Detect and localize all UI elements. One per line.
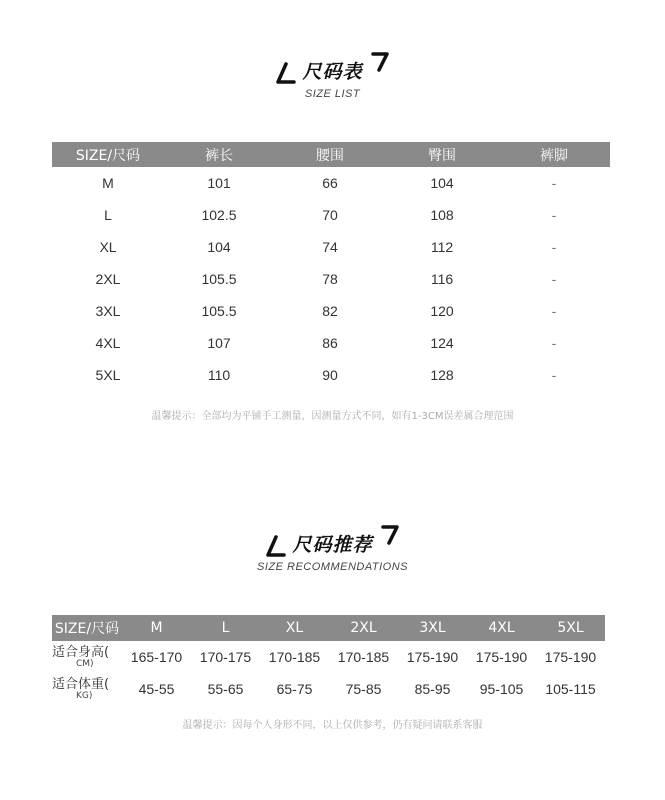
table-cell: 3XL bbox=[95, 303, 121, 319]
column-header: 4XL bbox=[467, 615, 536, 641]
row-label-unit: KG) bbox=[76, 690, 93, 701]
size-recommendations-title: 尺码推荐 bbox=[292, 534, 373, 556]
table-cell: 116 bbox=[430, 271, 454, 287]
table-cell: - bbox=[551, 207, 557, 223]
table-cell: 170-185 bbox=[337, 649, 390, 665]
table-cell: 107 bbox=[207, 335, 231, 351]
column-header: 裤长 bbox=[164, 142, 274, 167]
table-cell: 2XL bbox=[95, 271, 121, 287]
table-cell: - bbox=[551, 367, 557, 383]
table-cell: 108 bbox=[430, 207, 454, 223]
table-cell: 170-175 bbox=[199, 649, 252, 665]
table-cell: 75-85 bbox=[345, 681, 382, 697]
table-cell: 82 bbox=[322, 303, 338, 319]
table-cell: - bbox=[551, 175, 557, 191]
right-bracket-icon bbox=[379, 523, 401, 549]
table-cell: 104 bbox=[430, 175, 454, 191]
size-list-title-block bbox=[0, 46, 665, 100]
column-header: 2XL bbox=[329, 615, 398, 641]
size-recommendations-subtitle: SIZE RECOMMENDATIONS bbox=[257, 561, 408, 573]
size-recommendations-title-block bbox=[0, 519, 665, 573]
row-label-unit: CM) bbox=[76, 658, 94, 669]
left-bracket-icon bbox=[274, 60, 296, 86]
size-list-subtitle: SIZE LIST bbox=[304, 88, 361, 100]
column-header: 腰围 bbox=[274, 142, 386, 167]
table-cell: 165-170 bbox=[130, 649, 183, 665]
table-cell: 105-115 bbox=[545, 681, 596, 697]
right-bracket-icon bbox=[369, 50, 391, 76]
table-row bbox=[52, 167, 610, 199]
table-cell: XL bbox=[99, 239, 117, 255]
table-cell: M bbox=[102, 175, 114, 191]
table-cell: 74 bbox=[322, 239, 338, 255]
size-list-title: 尺码表 bbox=[302, 61, 363, 83]
table-cell: 65-75 bbox=[276, 681, 313, 697]
column-header: 臀围 bbox=[386, 142, 498, 167]
left-bracket-icon bbox=[264, 533, 286, 559]
table-cell: 175-190 bbox=[544, 649, 597, 665]
table-cell: L bbox=[104, 207, 112, 223]
column-header: 3XL bbox=[398, 615, 467, 641]
table-row-weight bbox=[52, 673, 605, 705]
column-header: SIZE/尺码 bbox=[52, 615, 122, 641]
table-header-row bbox=[52, 142, 610, 167]
column-header: 5XL bbox=[536, 615, 605, 641]
table-cell: 175-190 bbox=[475, 649, 528, 665]
table-row bbox=[52, 199, 610, 231]
row-label-height bbox=[52, 641, 122, 673]
table-row bbox=[52, 327, 610, 359]
size-list-table bbox=[52, 142, 610, 391]
table-cell: 4XL bbox=[95, 335, 121, 351]
table-cell: - bbox=[551, 335, 557, 351]
size-recommendations-table bbox=[52, 615, 605, 705]
table-row bbox=[52, 359, 610, 391]
table-cell: 170-185 bbox=[268, 649, 321, 665]
table-row bbox=[52, 263, 610, 295]
table-cell: - bbox=[551, 239, 557, 255]
table-cell: 78 bbox=[322, 271, 338, 287]
table-cell: 105.5 bbox=[201, 303, 237, 319]
table-cell: 45-55 bbox=[138, 681, 175, 697]
table-cell: 175-190 bbox=[406, 649, 459, 665]
table-cell: 86 bbox=[322, 335, 338, 351]
table-cell: 95-105 bbox=[479, 681, 524, 697]
table-row-height bbox=[52, 641, 605, 673]
column-header: M bbox=[122, 615, 191, 641]
table-cell: 120 bbox=[430, 303, 454, 319]
column-header: XL bbox=[260, 615, 329, 641]
size-list-note: 温馨提示：全部均为平铺手工测量，因测量方式不同，如有1-3CM误差属合理范围 bbox=[151, 411, 514, 422]
table-header-row bbox=[52, 615, 605, 641]
column-header: 裤脚 bbox=[498, 142, 610, 167]
table-cell: 110 bbox=[207, 367, 231, 383]
table-row bbox=[52, 295, 610, 327]
table-cell: 105.5 bbox=[201, 271, 237, 287]
table-row bbox=[52, 231, 610, 263]
table-cell: 5XL bbox=[95, 367, 121, 383]
column-header: L bbox=[191, 615, 260, 641]
table-cell: 70 bbox=[322, 207, 338, 223]
table-cell: 124 bbox=[430, 335, 454, 351]
table-cell: - bbox=[551, 271, 557, 287]
table-cell: 104 bbox=[207, 239, 231, 255]
table-cell: 85-95 bbox=[414, 681, 451, 697]
table-cell: 55-65 bbox=[207, 681, 244, 697]
table-cell: 102.5 bbox=[201, 207, 237, 223]
table-cell: 128 bbox=[430, 367, 454, 383]
row-label-text: 适合体重( bbox=[52, 676, 110, 692]
table-cell: - bbox=[551, 303, 557, 319]
column-header: SIZE/尺码 bbox=[52, 142, 164, 167]
size-recommendations-note: 温馨提示：因每个人身形不同，以上仅供参考，仍有疑问请联系客服 bbox=[182, 720, 483, 731]
table-cell: 101 bbox=[207, 175, 231, 191]
row-label-weight bbox=[52, 673, 122, 705]
table-cell: 112 bbox=[430, 239, 454, 255]
table-cell: 66 bbox=[322, 175, 338, 191]
row-label-text: 适合身高( bbox=[52, 644, 110, 660]
table-cell: 90 bbox=[322, 367, 338, 383]
